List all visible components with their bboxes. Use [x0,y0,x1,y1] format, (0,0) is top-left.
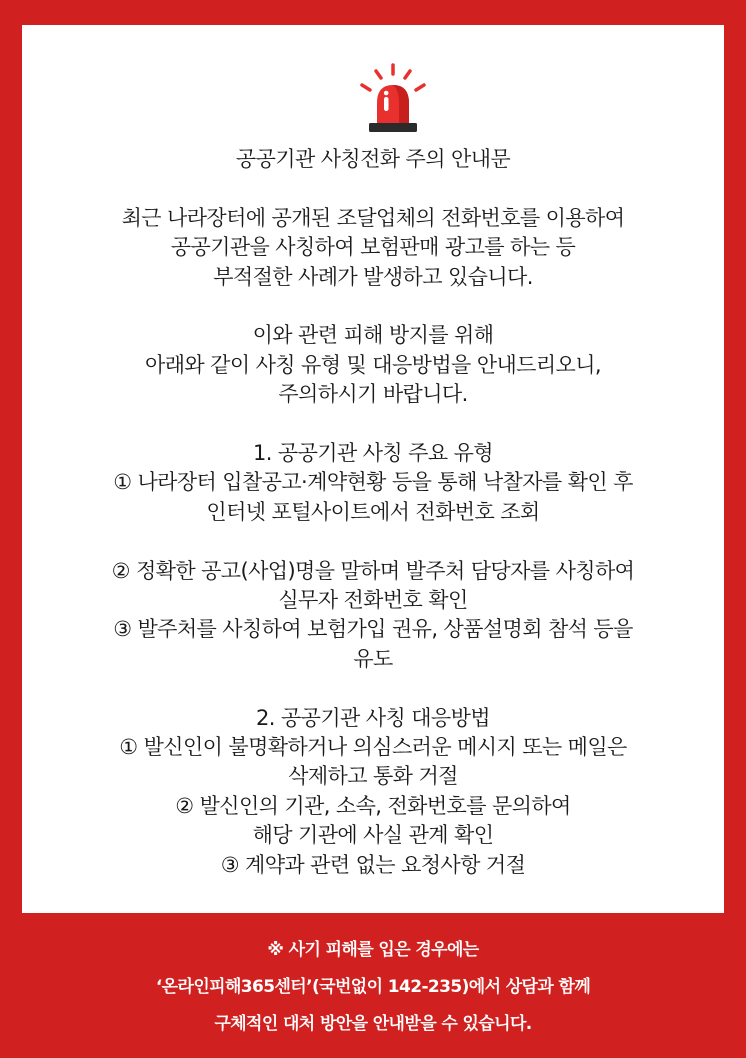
section2-item: ① 발신인이 불명확하거나 의심스러운 메시지 또는 메일은 [119,735,627,760]
section1-item: ② 정확한 공고(사업)명을 말하며 발주처 담당자를 사칭하여 [111,558,635,583]
intro-line: 공공기관을 사칭하여 보험판매 광고를 하는 등 [170,235,576,260]
notice-card [22,25,724,913]
section1-item: ① 나라장터 입찰공고·계약현황 등을 통해 낙찰자를 확인 후 [113,470,633,495]
section2-item: 삭제하고 통화 거절 [288,764,458,789]
footer-line: ※ 사기 피해를 입은 경우에는 [267,940,479,960]
footer-note [0,932,746,1043]
intro-line: 부적절한 사례가 발생하고 있습니다. [213,264,533,289]
notice-line: 이와 관련 피해 방지를 위해 [252,323,494,348]
section2-item: 해당 기관에 사실 관계 확인 [252,823,494,848]
notice-title: 공공기관 사칭전화 주의 안내문 [235,147,511,171]
notice-line: 아래와 같이 사칭 유형 및 대응방법을 안내드리오니, [145,352,601,377]
section2-item: ③ 계약과 관련 없는 요청사항 거절 [220,852,526,877]
section1-item: 인터넷 포털사이트에서 전화번호 조회 [206,499,540,524]
section2-heading: 2. 공공기관 사칭 대응방법 [256,705,490,730]
footer-line: 구체적인 대처 방안을 안내받을 수 있습니다. [214,1014,532,1034]
section1-heading: 1. 공공기관 사칭 주요 유형 [253,441,493,466]
section1-item: 유도 [353,646,393,671]
notice-line: 주의하시기 바랍니다. [278,382,468,407]
footer-line: ‘온라인피해365센터’(국번없이 142-235)에서 상담과 함께 [155,977,591,997]
section1-item: 실무자 전화번호 확인 [278,588,468,613]
siren-icon [353,63,433,133]
notice-body [22,145,724,880]
section1-item: ③ 발주처를 사칭하여 보험가입 권유, 상품설명회 참석 등을 [113,617,633,642]
section2-item: ② 발신인의 기관, 소속, 전화번호를 문의하여 [175,793,571,818]
intro-line: 최근 나라장터에 공개된 조달업체의 전화번호를 이용하여 [121,205,625,230]
